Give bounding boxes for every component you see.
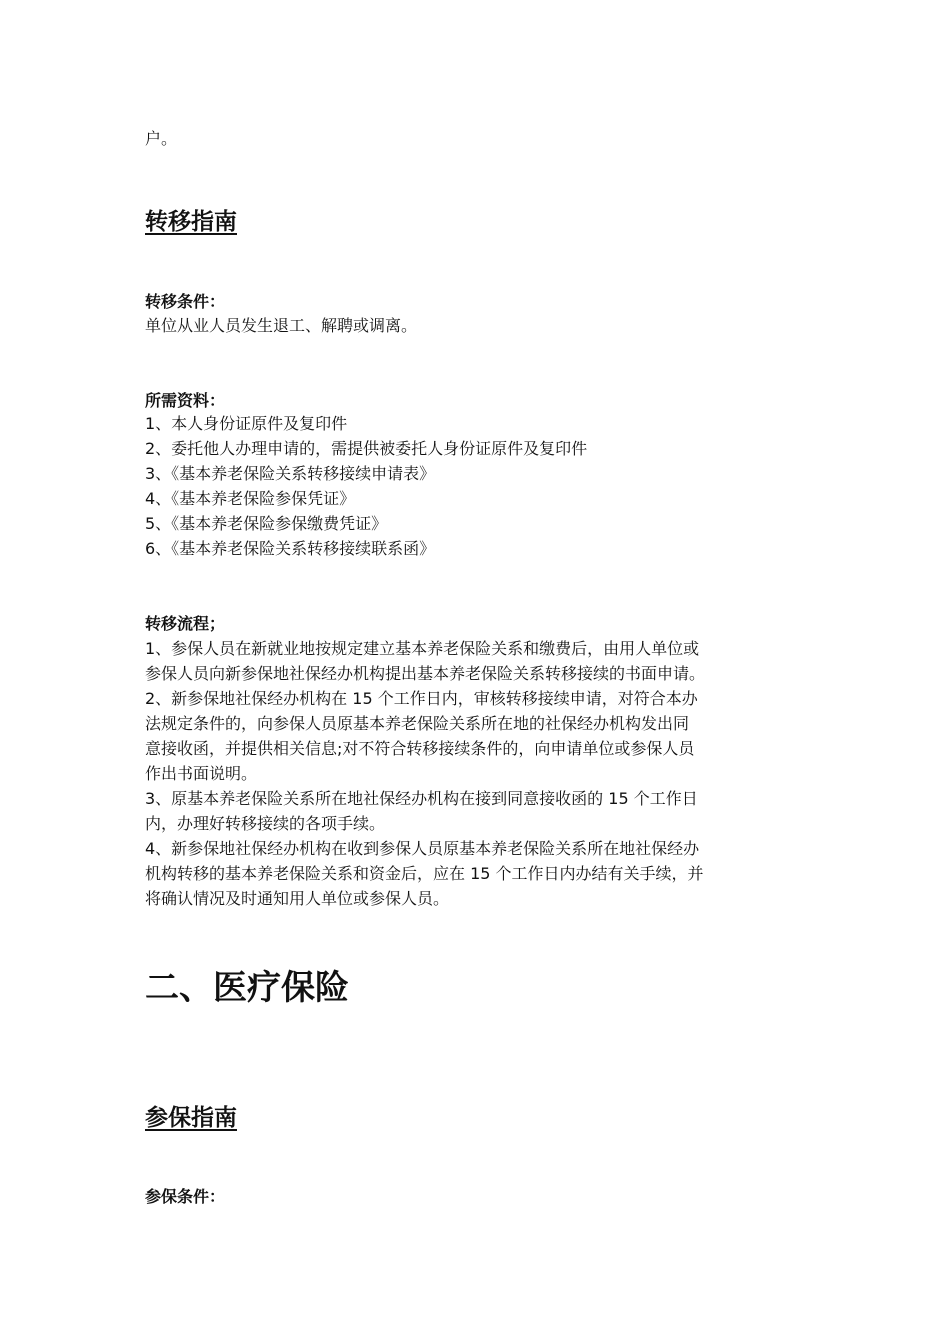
materials-item: 6、《基本养老保险关系转移接续联系函》 xyxy=(145,539,436,558)
process-line: 参保人员向新参保地社保经办机构提出基本养老保险关系转移接续的书面申请。 xyxy=(145,664,706,683)
process-line: 1、参保人员在新就业地按规定建立基本养老保险关系和缴费后，由用人单位或 xyxy=(145,639,700,658)
process-line: 作出书面说明。 xyxy=(145,764,258,783)
process-line: 4、新参保地社保经办机构在收到参保人员原基本养老保险关系所在地社保经办 xyxy=(145,839,700,858)
section-heading-medical-insurance: 二、医疗保险 xyxy=(145,968,349,1008)
process-line: 3、原基本养老保险关系所在地社保经办机构在接到同意接收函的 15 个工作日 xyxy=(145,789,698,808)
transfer-conditions-text: 单位从业人员发生退工、解聘或调离。 xyxy=(145,316,418,335)
continued-text-fragment: 户。 xyxy=(145,129,178,148)
enroll-guide-heading: 参保指南 xyxy=(145,1105,237,1131)
materials-item: 3、《基本养老保险关系转移接续申请表》 xyxy=(145,464,436,483)
materials-label: 所需资料： xyxy=(145,391,226,410)
enroll-conditions-label: 参保条件： xyxy=(145,1187,226,1206)
process-line: 意接收函，并提供相关信息;对不符合转移接续条件的，向申请单位或参保人员 xyxy=(145,739,695,758)
transfer-guide-heading: 转移指南 xyxy=(145,209,237,235)
materials-item: 4、《基本养老保险参保凭证》 xyxy=(145,489,356,508)
process-line: 将确认情况及时通知用人单位或参保人员。 xyxy=(145,889,450,908)
materials-item: 5、《基本养老保险参保缴费凭证》 xyxy=(145,514,388,533)
process-line: 2、新参保地社保经办机构在 15 个工作日内，审核转移接续申请，对符合本办 xyxy=(145,689,698,708)
process-line: 内，办理好转移接续的各项手续。 xyxy=(145,814,386,833)
process-line: 法规定条件的，向参保人员原基本养老保险关系所在地的社保经办机构发出同 xyxy=(145,714,690,733)
transfer-process-list xyxy=(145,636,705,911)
transfer-process-label: 转移流程； xyxy=(145,614,226,633)
materials-item: 2、委托他人办理申请的，需提供被委托人身份证原件及复印件 xyxy=(145,439,588,458)
materials-item: 1、本人身份证原件及复印件 xyxy=(145,414,348,433)
process-line: 机构转移的基本养老保险关系和资金后，应在 15 个工作日内办结有关手续，并 xyxy=(145,864,704,883)
materials-list xyxy=(145,411,587,561)
transfer-conditions-label: 转移条件： xyxy=(145,292,226,311)
